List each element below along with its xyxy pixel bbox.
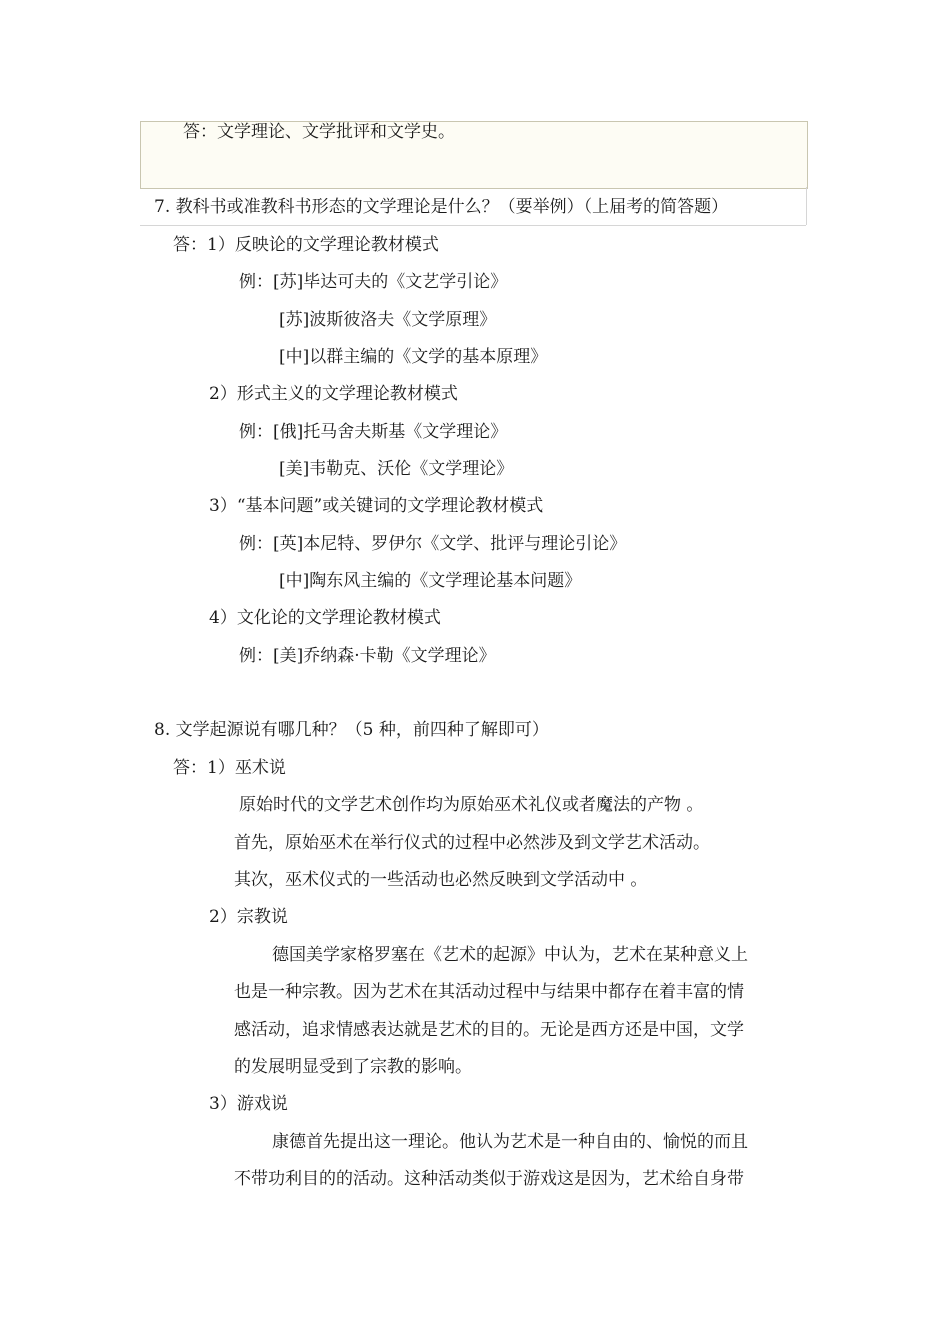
q7-answer-4-example: 例：[美]乔纳森·卡勒《文学理论》 [239, 646, 496, 666]
q7-answer-2-example: 例：[俄]托马舍夫斯基《文学理论》 [239, 422, 508, 442]
q7-answer-3-title: 3）“基本问题”或关键词的文学理论教材模式 [209, 496, 544, 516]
q7-answer-1-example: [苏]波斯彼洛夫《文学原理》 [279, 310, 497, 330]
question-box-border [140, 225, 806, 226]
q7-answer-2-example: [美]韦勒克、沃伦《文学理论》 [279, 459, 514, 479]
q8-answer-3-title: 3）游戏说 [209, 1094, 288, 1114]
q7-answer-1-example: [中]以群主编的《文学的基本原理》 [279, 347, 548, 367]
q7-answer-3-example: [中]陶东风主编的《文学理论基本问题》 [279, 571, 582, 591]
answer-text: 答：文学理论、文学批评和文学史。 [183, 122, 455, 142]
q8-answer-1-title: 答：1）巫术说 [173, 758, 286, 778]
q8-answer-2-paragraph: 感活动，追求情感表达就是艺术的目的。无论是西方还是中国，文学 [234, 1020, 744, 1040]
q8-answer-1-paragraph: 其次，巫术仪式的一些活动也必然反映到文学活动中 。 [234, 870, 648, 890]
q7-answer-4-title: 4）文化论的文学理论教材模式 [209, 608, 441, 628]
question-7: 7. 教科书或准教科书形态的文学理论是什么？（要举例）（上届考的简答题） [154, 197, 729, 217]
question-8: 8. 文学起源说有哪几种？（5 种，前四种了解即可） [154, 720, 549, 740]
q8-answer-1-paragraph: 首先，原始巫术在举行仪式的过程中必然涉及到文学艺术活动。 [234, 833, 710, 853]
q8-answer-2-paragraph: 德国美学家格罗塞在《艺术的起源》中认为，艺术在某种意义上 [272, 945, 748, 965]
q8-answer-1-paragraph: 原始时代的文学艺术创作均为原始巫术礼仪或者魔法的产物 。 [239, 795, 704, 815]
q7-answer-1-title: 答：1）反映论的文学理论教材模式 [173, 235, 439, 255]
q8-answer-2-paragraph: 的发展明显受到了宗教的影响。 [234, 1057, 472, 1077]
q8-answer-2-title: 2）宗教说 [209, 907, 288, 927]
question-box-border [806, 187, 807, 225]
q8-answer-3-paragraph: 康德首先提出这一理论。他认为艺术是一种自由的、愉悦的而且 [272, 1132, 748, 1152]
q7-answer-2-title: 2）形式主义的文学理论教材模式 [209, 384, 458, 404]
q7-answer-3-example: 例：[英]本尼特、罗伊尔《文学、批评与理论引论》 [239, 534, 627, 554]
q8-answer-3-paragraph: 不带功利目的的活动。这种活动类似于游戏这是因为，艺术给自身带 [234, 1169, 744, 1189]
q8-answer-2-paragraph: 也是一种宗教。因为艺术在其活动过程中与结果中都存在着丰富的情 [234, 982, 744, 1002]
q7-answer-1-example: 例：[苏]毕达可夫的《文艺学引论》 [239, 272, 508, 292]
